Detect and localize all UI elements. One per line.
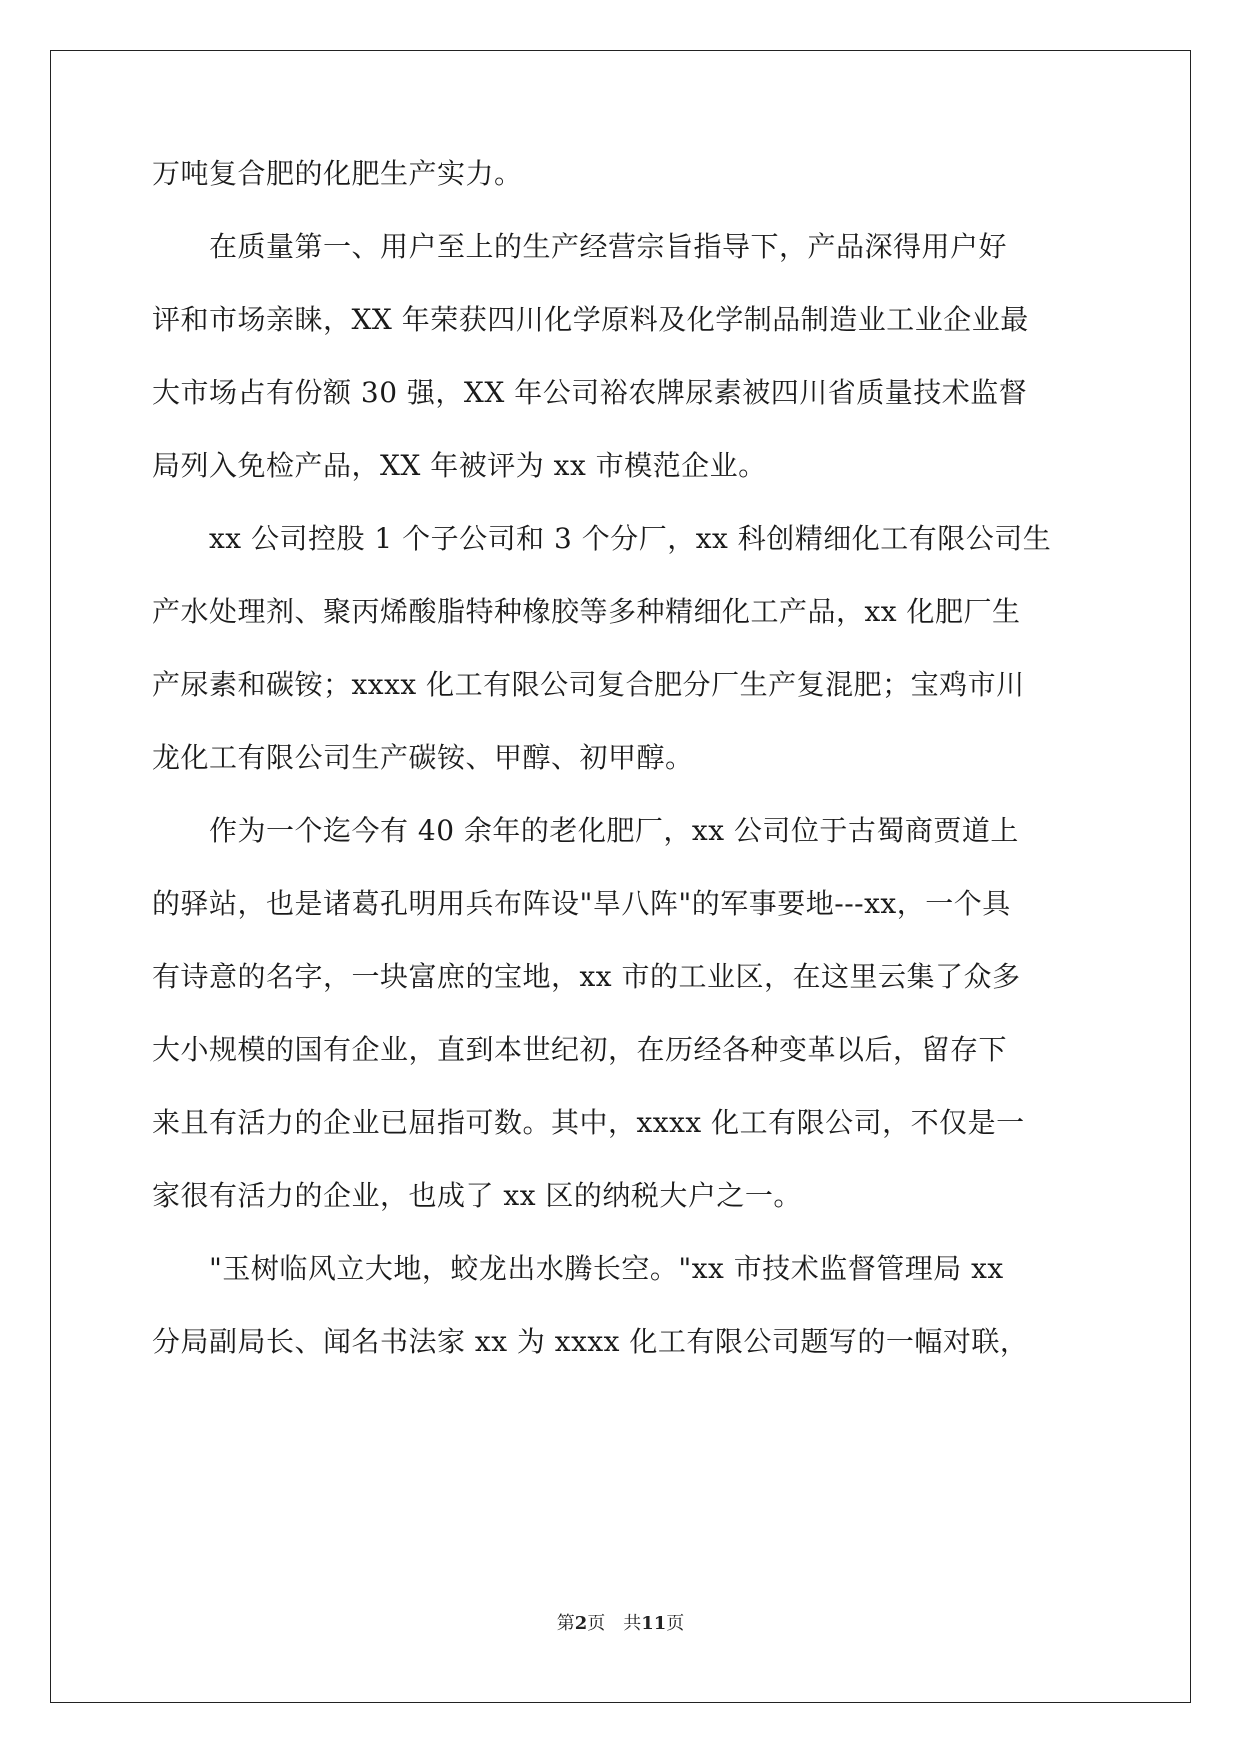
footer-page-suffix: 页 bbox=[587, 1613, 606, 1634]
total-pages: 11 bbox=[641, 1613, 667, 1634]
paragraph-line: 产水处理剂、聚丙烯酸脂特种橡胶等多种精细化工产品，xx 化肥厂生 bbox=[152, 595, 1021, 628]
paragraph-line: 大小规模的国有企业，直到本世纪初，在历经各种变革以后，留存下 bbox=[152, 1033, 1008, 1066]
paragraph-line: 评和市场亲睐，XX 年荣获四川化学原料及化学制品制造业工业企业最 bbox=[152, 303, 1029, 336]
paragraph-line: 分局副局长、闻名书法家 xx 为 xxxx 化工有限公司题写的一幅对联， bbox=[152, 1325, 1029, 1358]
paragraph-line: xx 公司控股 1 个子公司和 3 个分厂，xx 科创精细化工有限公司生 bbox=[209, 522, 1052, 555]
page-footer bbox=[0, 1612, 1241, 1636]
paragraph-line: 龙化工有限公司生产碳铵、甲醇、初甲醇。 bbox=[152, 741, 694, 774]
paragraph-line: 产尿素和碳铵；xxxx 化工有限公司复合肥分厂生产复混肥；宝鸡市川 bbox=[152, 668, 1025, 701]
paragraph-line: 来且有活力的企业已屈指可数。其中，xxxx 化工有限公司，不仅是一 bbox=[152, 1106, 1025, 1139]
paragraph-line: 大市场占有份额 30 强，XX 年公司裕农牌尿素被四川省质量技术监督 bbox=[152, 376, 1028, 409]
footer-total-prefix: 共 bbox=[623, 1613, 642, 1634]
paragraph-line: 的驿站，也是诸葛孔明用兵布阵设"旱八阵"的军事要地---xx，一个具 bbox=[152, 887, 1011, 920]
paragraph-line: 有诗意的名字，一块富庶的宝地，xx 市的工业区，在这里云集了众多 bbox=[152, 960, 1021, 993]
footer-prefix: 第 bbox=[556, 1613, 575, 1634]
page-number: 2 bbox=[574, 1613, 588, 1634]
paragraph-line: 局列入免检产品，XX 年被评为 xx 市模范企业。 bbox=[152, 449, 767, 482]
paragraph-line: 万吨复合肥的化肥生产实力。 bbox=[152, 157, 523, 190]
footer-total-suffix: 页 bbox=[666, 1613, 685, 1634]
paragraph-line: "玉树临风立大地，蛟龙出水腾长空。"xx 市技术监督管理局 xx bbox=[209, 1252, 1004, 1285]
paragraph-line: 在质量第一、用户至上的生产经营宗旨指导下，产品深得用户好 bbox=[209, 230, 1008, 263]
page-frame bbox=[50, 50, 1191, 1703]
paragraph-line: 家很有活力的企业，也成了 xx 区的纳税大户之一。 bbox=[152, 1179, 802, 1212]
paragraph-line: 作为一个迄今有 40 余年的老化肥厂，xx 公司位于古蜀商贾道上 bbox=[209, 814, 1019, 847]
